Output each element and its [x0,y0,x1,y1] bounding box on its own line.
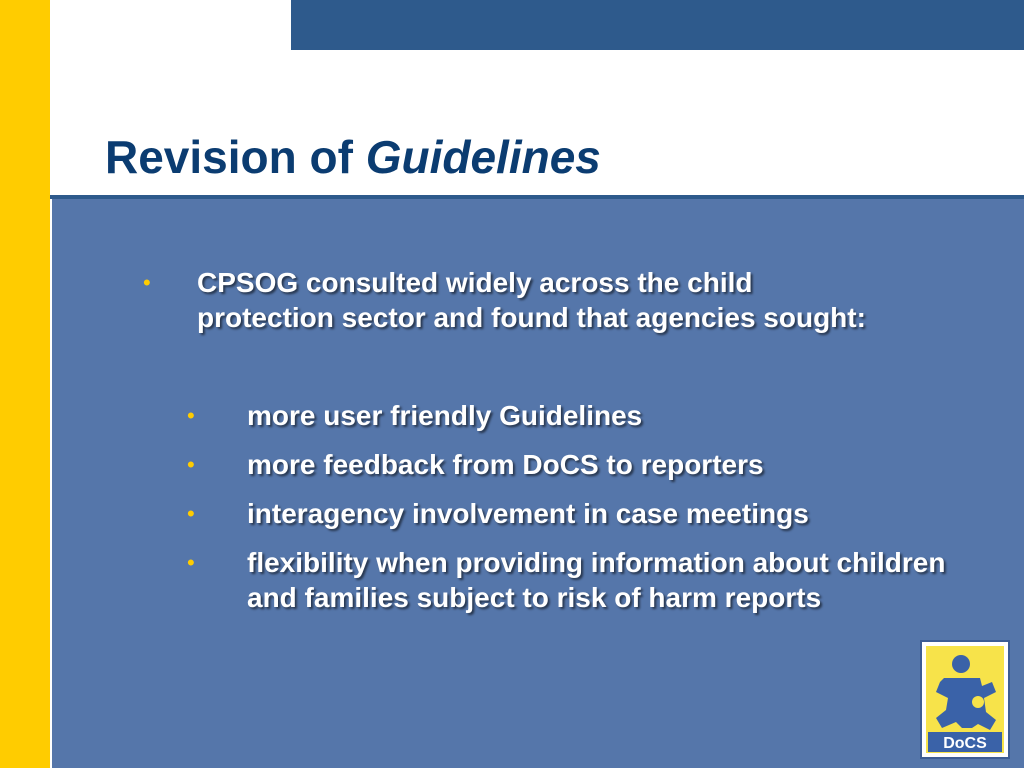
sub-bullet-item [187,447,967,482]
sub-bullet-item [187,545,967,615]
bullet-text: CPSOG consulted widely across the child protection sector and found that agencies sought: [197,267,866,333]
bullet-icon: • [187,501,195,526]
sub-bullet-text: flexibility when providing information about children and families subject to risk of harm reports [247,547,946,613]
sub-bullet-text: more user friendly Guidelines [247,400,643,431]
bullet-icon: • [187,452,195,477]
logo-text: DoCS [943,735,987,752]
top-accent-bar [291,0,1024,50]
sub-bullet-item [187,398,967,433]
bullet-icon: • [187,403,195,428]
slide-title [105,130,601,184]
sub-bullet-text: more feedback from DoCS to reporters [247,449,764,480]
docs-logo [922,642,1008,757]
slide-title-accent: Guidelines [365,131,601,183]
bullet-icon: • [143,270,151,295]
sub-bullet-list [187,398,967,629]
sub-bullet-item [187,496,967,531]
bullet-icon: • [187,550,195,575]
slide-title-text: Revision of [105,131,366,183]
sub-bullet-text: interagency involvement in case meetings [247,498,809,529]
left-accent-strip [0,0,50,768]
